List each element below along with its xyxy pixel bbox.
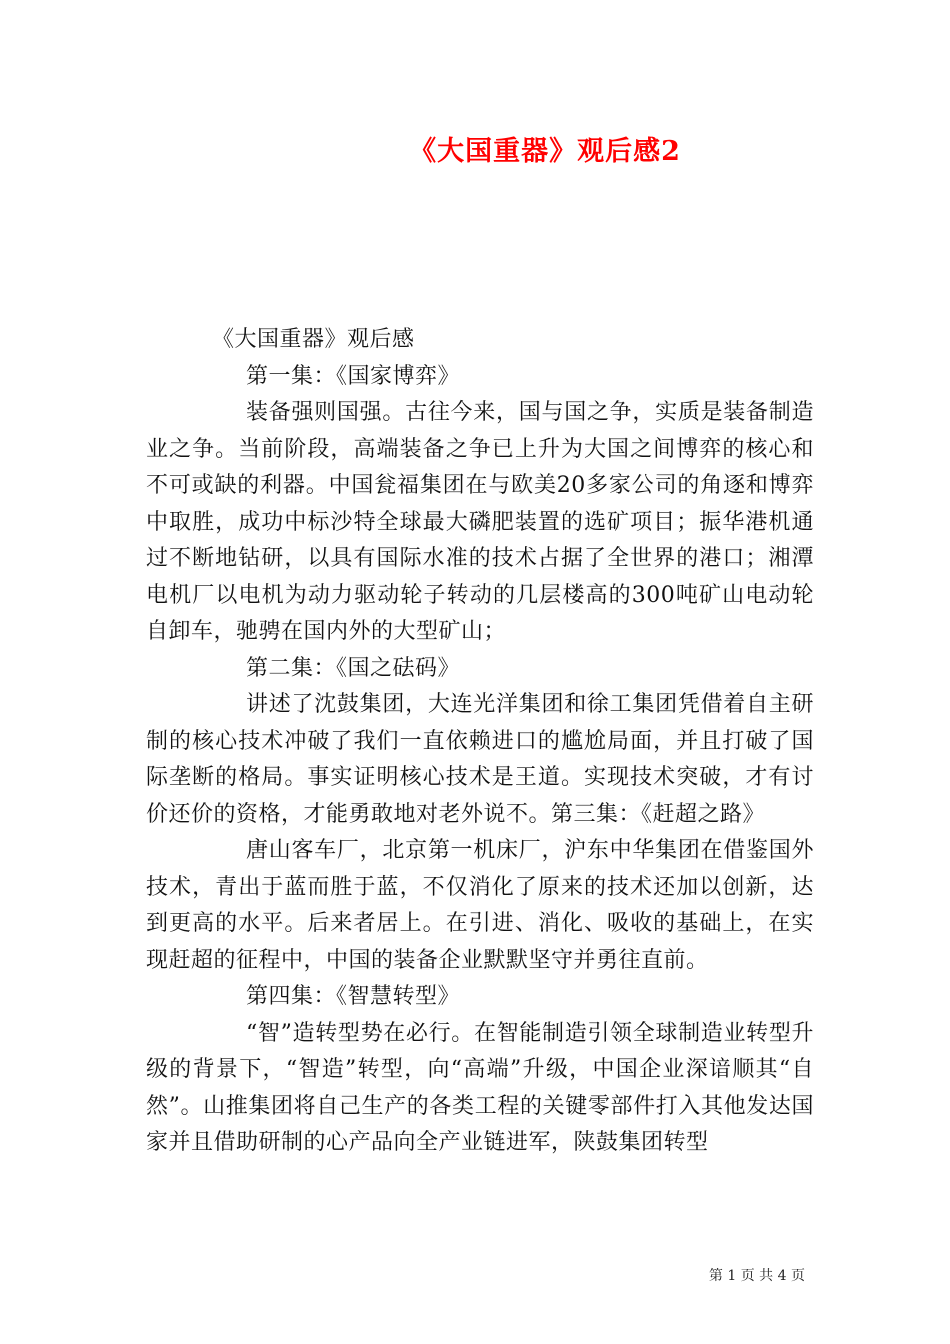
episode-heading-4: 第四集：《智慧转型》	[246, 984, 461, 1009]
document-title: 《大国重器》观后感2	[409, 136, 681, 167]
body-paragraph-4: “智”造转型势在必行。在智能制造引领全球制造业转型升级的背景下，“智造”转型，向“高端”升级，中国企业深谙顺其“自然”。山推集团将自己生产的各类工程的关键零部件打入其他发达国家并且借助研制的心产品向全产业链进军，陕鼓集团转型	[146, 1020, 814, 1155]
body-paragraph-1: 装备强则国强。古往今来，国与国之争，实质是装备制造业之争。当前阶段，高端装备之争已上升为大国之间博弈的核心和不可或缺的利器。中国瓮福集团在与欧美20多家公司的角逐和博弈中取胜，成功中标沙特全球最大磷肥装置的选矿项目；振华港机通过不断地钻研，以具有国际水准的技术占据了全世界的港口；湘潭电机厂以电机为动力驱动轮子转动的几层楼高的300吨矿山电动轮自卸车，驰骋在国内外的大型矿山；	[146, 400, 814, 644]
page-number: 第 1 页 共 4 页	[708, 1268, 805, 1284]
document-body	[146, 322, 814, 1162]
body-paragraph-2: 讲述了沈鼓集团，大连光洋集团和徐工集团凭借着自主研制的核心技术冲破了我们一直依赖进口的尴尬局面，并且打破了国际垄断的格局。事实证明核心技术是王道。实现技术突破，才有讨价还价的资格，才能勇敢地对老外说不。第三集：《赶超之路》	[146, 692, 814, 827]
episode-heading-2: 第二集：《国之砝码》	[246, 655, 461, 681]
episode-heading-1: 第一集：《国家博弈》	[246, 363, 461, 389]
essay-heading: 《大国重器》观后感	[212, 327, 415, 352]
body-paragraph-3: 唐山客车厂，北京第一机床厂，沪东中华集团在借鉴国外技术，青出于蓝而胜于蓝，不仅消化了原来的技术还加以创新，达到更高的水平。后来者居上。在引进、消化、吸收的基础上，在实现赶超的征程中，中国的装备企业默默坚守并勇往直前。	[146, 838, 814, 973]
